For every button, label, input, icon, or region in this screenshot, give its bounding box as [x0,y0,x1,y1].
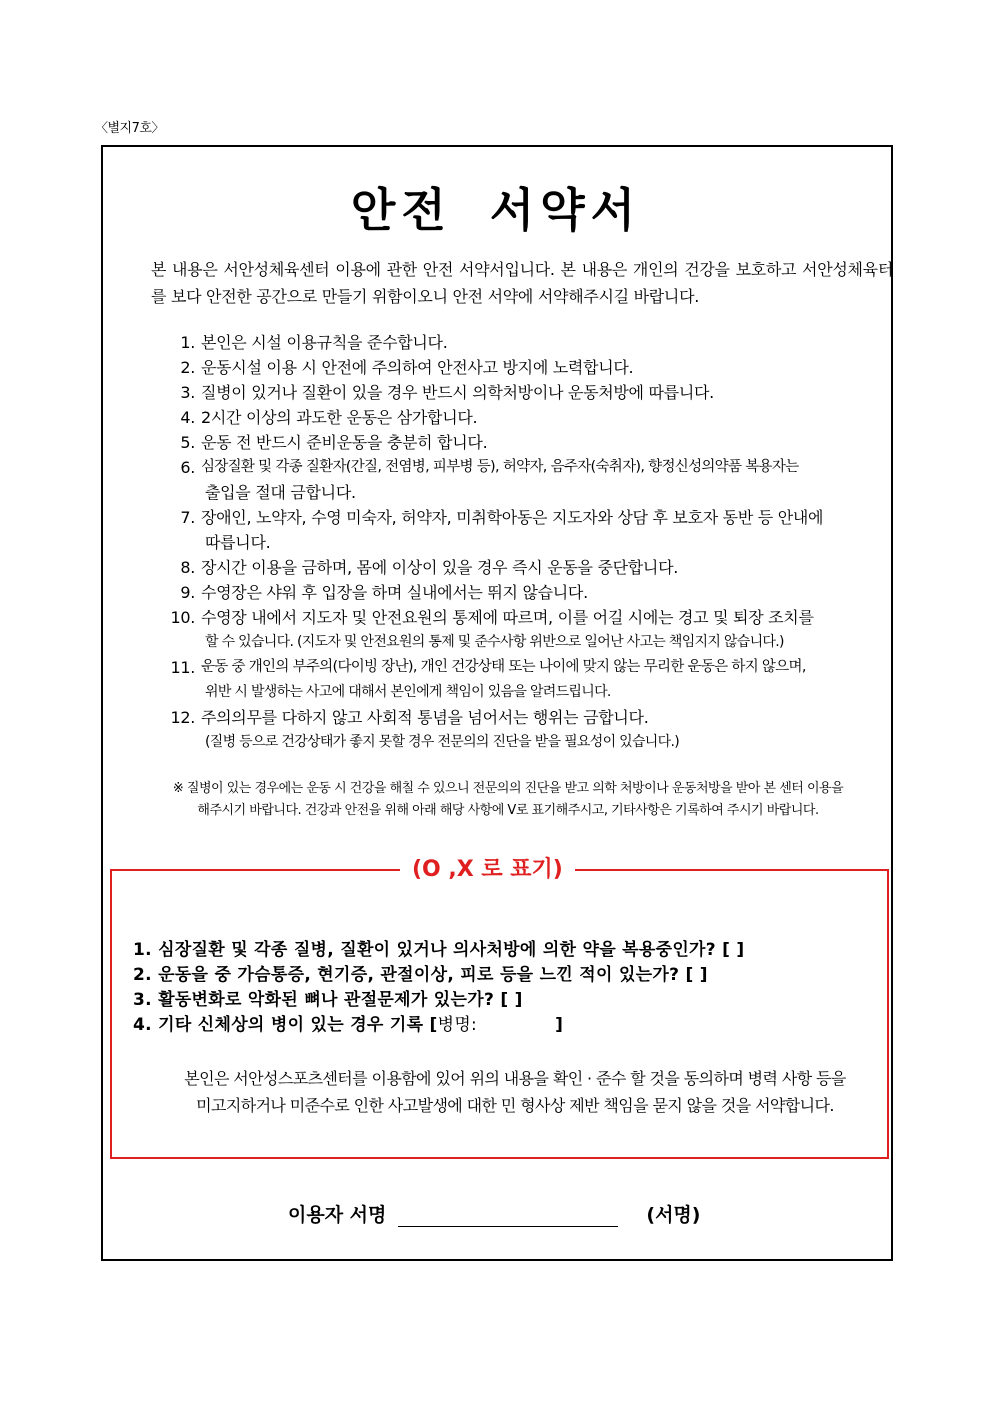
checklist-title: (O ,X 로 표기) [400,852,575,883]
rule-item [165,705,875,755]
checklist-items [133,938,873,1038]
rule-text [201,605,875,655]
pledge-text [150,1065,880,1119]
rule-item [165,455,875,505]
rule-line: 따릅니다. [205,533,271,552]
signature-row [288,1200,700,1227]
rule-line: 질병이 있거나 질환이 있을 경우 반드시 의학처방이나 운동처방에 따릅니다. [201,383,714,402]
rule-item [165,355,875,380]
checklist-item-other-label: 4. 기타 신체상의 병이 있는 경우 기록 [ [133,1015,438,1035]
rule-number: 9. [180,583,195,602]
rule-number: 2. [180,358,195,377]
rule-line: (질병 등으로 건강상태가 좋지 못할 경우 전문의의 진단을 받을 필요성이 있습니다.) [205,734,679,750]
signature-suffix: (서명) [646,1204,701,1226]
rule-item [165,605,875,655]
rule-line: 할 수 있습니다. (지도자 및 안전요원의 통제 및 준수사항 위반으로 일어난 사고는 책임지지 않습니다.) [205,634,784,650]
rule-text [201,580,875,605]
health-notice [122,778,894,822]
rule-text [201,355,875,380]
rule-number: 4. [180,408,195,427]
rule-item [165,430,875,455]
rule-text [201,380,875,405]
rule-number: 10. [170,608,195,627]
rule-text [201,655,875,705]
rule-line: 운동 전 반드시 준비운동을 충분히 합니다. [201,433,488,452]
checklist-item-other[interactable] [133,1013,873,1038]
rule-line: 장시간 이용을 금하며, 몸에 이상이 있을 경우 즉시 운동을 중단합니다. [201,558,679,577]
checklist-item[interactable]: 2. 운동을 중 가슴통증, 현기증, 관절이상, 피로 등을 느낀 적이 있는가? [ ] [133,965,708,985]
rule-number: 3. [180,383,195,402]
rule-line: 2시간 이상의 과도한 운동은 삼가합니다. [201,408,478,427]
rule-item [165,505,875,555]
rule-text [201,555,875,580]
attachment-label: 〈별지7호〉 [95,121,164,136]
rule-item [165,330,875,355]
notice-line: 해주시기 바랍니다. 건강과 안전을 위해 아래 해당 사항에 V로 표기해주시고, 기타사항은 기록하여 주시기 바랍니다. [197,803,819,818]
rule-text [201,705,875,755]
rule-line: 주의의무를 다하지 않고 사회적 통념을 넘어서는 행위는 금합니다. [201,708,649,727]
rule-text [201,405,875,430]
signature-field[interactable] [398,1202,618,1227]
rule-line: 수영장은 샤워 후 입장을 하며 실내에서는 뛰지 않습니다. [201,583,588,602]
rule-line: 위반 시 발생하는 사고에 대해서 본인에게 책임이 있음을 알려드립니다. [205,684,611,700]
rule-number: 8. [180,558,195,577]
rule-text [201,330,875,355]
rule-line: 수영장 내에서 지도자 및 안전요원의 통제에 따르며, 이를 어길 시에는 경고 및 퇴장 조치를 [201,608,814,627]
rule-text [201,455,875,505]
disease-name-field[interactable]: 병명: [437,1015,478,1035]
document-title: 안전 서약서 [350,183,642,237]
rule-line: 운동시설 이용 시 안전에 주의하여 안전사고 방지에 노력합니다. [201,358,634,377]
rule-item [165,380,875,405]
rule-item [165,405,875,430]
pledge-line: 미고지하거나 미준수로 인한 사고발생에 대한 민 형사상 제반 책임을 묻지 않을 것을 서약합니다. [196,1096,834,1115]
rule-line: 운동 중 개인의 부주의(다이빙 장난), 개인 건강상태 또는 나이에 맞지 않는 무리한 운동은 하지 않으며, [201,659,806,675]
signature-label: 이용자 서명 [288,1204,387,1226]
pledge-line: 본인은 서안성스포츠센터를 이용함에 있어 위의 내용을 확인 · 준수 할 것을 동의하며 병력 사항 등을 [184,1069,846,1088]
rule-line: 출입을 절대 금합니다. [205,483,356,502]
rule-number: 12. [170,708,195,727]
checklist-item[interactable]: 1. 심장질환 및 각종 질병, 질환이 있거나 의사처방에 의한 약을 복용중인가? [ ] [133,940,745,960]
notice-line: ※ 질병이 있는 경우에는 운동 시 건강을 해칠 수 있으니 전문의의 진단을 받고 의학 처방이나 운동처방을 받아 본 센터 이용을 [172,781,844,796]
rule-number: 6. [180,458,195,477]
rule-item [165,555,875,580]
rule-line: 장애인, 노약자, 수영 미숙자, 허약자, 미취학아동은 지도자와 상담 후 보호자 동반 등 안내에 [201,508,824,527]
rule-number: 7. [180,508,195,527]
rule-text [201,505,875,555]
rule-text [201,430,875,455]
rule-number: 11. [170,658,195,677]
rule-item [165,580,875,605]
rule-number: 5. [180,433,195,452]
rule-number: 1. [180,333,195,352]
intro-paragraph: 본 내용은 서안성체육센터 이용에 관한 안전 서약서입니다. 본 내용은 개인의 건강을 보호하고 서안성체육터를 보다 안전한 공간으로 만들기 위함이오니 안전 서약에 서약해주시길 바랍니다. [151,260,893,306]
rule-line: 심장질환 및 각종 질환자(간질, 전염병, 피부병 등), 허약자, 음주자(숙취자), 향정신성의약품 복용자는 [201,459,799,475]
rule-line: 본인은 시설 이용규칙을 준수합니다. [201,333,448,352]
checklist-item[interactable]: 3. 활동변화로 악화된 뼈나 관절문제가 있는가? [ ] [133,990,523,1010]
rule-item [165,655,875,705]
rules-list [165,330,875,755]
bracket-close: ] [555,1015,564,1035]
